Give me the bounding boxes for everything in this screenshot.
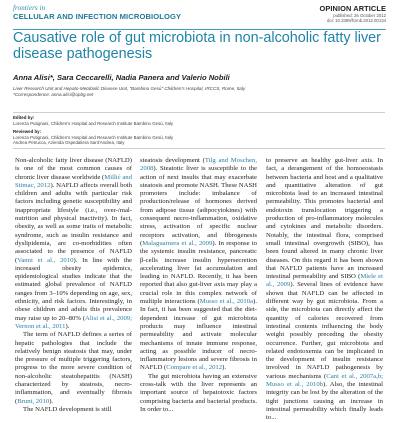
edited-by-label: Edited by: (13, 115, 35, 120)
journal-name-line1: frontiers in (13, 4, 46, 12)
article-type-label: OPINION ARTICLE (319, 4, 386, 13)
body-column-1 (15, 157, 132, 413)
publication-info (327, 13, 386, 24)
editor-divider-top (13, 112, 385, 113)
published-date: published: 26 October 2012 (333, 13, 386, 18)
paragraph (15, 331, 132, 406)
citation-link[interactable]: Malaguarnera et al., 2009 (142, 239, 213, 247)
body-column-3 (266, 157, 384, 422)
citation-link[interactable]: Brunt, 2010 (17, 397, 50, 405)
article-title: Causative role of gut microbiota in non-alcoholic fatty liver disease pathogenesis (13, 30, 381, 62)
reviewer-2: Andrea Petrucca, Azienda Ospedaliera Sant'Andrea, Italy (13, 140, 125, 145)
text-run: ). In fact, it has been suggested that the diet-dependent increase of gut microbiota products may influence intestinal permeability and activate molecular mechanisms of innate immune response, acting as possible inducer of necro-inflammatory lesions and severe fibrosis in NAFLD ( (140, 298, 257, 372)
text-run: The gut microbiota having an extensive cross-talk with the liver represents an important source of hepatotoxic factors comprising bacteria and bacterial products. In order to... (140, 372, 257, 413)
paragraph (15, 406, 132, 414)
editor-name: Lorenza Putignani, Children's Hospital and Research Institute Bambino Gesù, Italy (13, 120, 174, 126)
text-run: The NAFLD development is still (23, 405, 112, 413)
journal-name-line2: CELLULAR AND INFECTION MICROBIOLOGY (13, 12, 182, 21)
paragraph (15, 157, 132, 331)
text-run: The term of NAFLD defines a series of hepatic pathologies that include the relatively benign steatosis that may, under the pressure of multiple triggering factors, progress to the more severe condition of non-alcoholic steatohepatitis (NASH) characterized by steatosis, necro-inflammation, and eventually fibrosis ( (15, 331, 132, 405)
text-run: ). In line with the increased obesity epidemics, epidemiological studies indicate that the estimated global prevalence of NAFLD ranges from 3–10% depending on age, sex, ethnicity, and risk factors. Interestingly, in obese children and adults this prevalence may raise up to 20–80% ( (15, 256, 132, 322)
journal-logo (13, 5, 181, 21)
affiliation: Liver Research Unit and Hepato-Metabolic Disease Unit, "Bambino Gesù" Children's Hospital, IRCCS, Rome, Italy (13, 86, 246, 91)
citation-link[interactable]: Compare et al., 2012 (166, 364, 223, 372)
text-run: to preserve an healthy gut-liver axis. In fact, a derangement of the homoeostasis between bacteria and host and a qualitative and quantitative alteration of gut microbiota lead to an increased intestinal permeability. This promotes bacterial and endotoxin translocation triggering a production of pro-inflammatory molecules and cytokines and metabolic disorders. Notably, the intestinal flora, comprised small intestinal overgrowth (SIBO), has been found altered in many chronic liver diseases. On this regard it has been shown that NAFLD patients have an increased intestinal permeability and SIBO ( (266, 157, 383, 281)
editor-divider-bottom (13, 148, 385, 149)
text-run: ). Steatotic liver is susceptible to the action of next insults that may exacerbate steatosis and promote NASH. These NASH promoters include: imbalance of production/release of hormones derived from adipose tissue (adipocytokines) with consequent necro-inflammation, oxidative stress, activation of specific nuclear receptors activation, and fibrogenesis ( (140, 165, 257, 247)
body-column-2 (140, 157, 257, 413)
edited-by-block (13, 115, 273, 126)
text-run: ). Several lines of evidence have shown that NAFLD can be affected in different way by gut microbiota. From a side, the microbiota can directly affect the quantity of calories recovered from intestinal contents influencing the body weight possibly preceding the obesity occurrence. Further, gut microbiota and related endotoxemia can be implicated in the development of insulin resistance involved in NAFLD pathogenesis by various mechanisms ( (266, 281, 384, 380)
text-run: ). (222, 364, 227, 372)
author-list: Anna Alisi*, Sara Ceccarelli, Nadia Panera and Valerio Nobili (13, 73, 230, 82)
correspondence: *Correspondence: anna.alisi@opbg.net (13, 91, 94, 97)
reviewer-1: Lorenza Putignani, Children's Hospital and Research Institute Bambino Gesù, Italy (13, 134, 174, 140)
citation-link[interactable]: Musso et al., 2010a (199, 298, 254, 306)
text-run: Non-alcoholic fatty liver disease (NAFLD) is one of the most common causes of chronic liver disease worldwide ( (15, 157, 132, 181)
citation-link[interactable]: Vanni et al., 2010 (17, 256, 74, 264)
citation-link[interactable]: Cani et al., 2007a,b; Musso et al., 2010b (266, 372, 383, 389)
text-run: ). Also, the intestinal integrity can be lost by the alteration of the tight junctions causing an increase in intestinal permeability which finally leads to... (266, 381, 383, 422)
reviewed-by-block (13, 129, 273, 146)
text-run: steatosis development ( (140, 157, 205, 164)
paragraph (140, 157, 257, 373)
citation-link[interactable]: Miele et al., 2009 (266, 273, 383, 289)
doi-link[interactable]: doi: 10.3389/fcimb.2012.00134 (326, 18, 386, 24)
paragraph (266, 157, 383, 423)
text-run: ). In response to the systemic insulin resistance, pancreatic β-cells increase insulin hypersecretion accelerating liver fat accumulation and leading to NAFLD. Recently, it has been reported that also gut-liver axis may play a crucial role in this complex network of multiple interactions ( (140, 239, 257, 306)
text-run: ). (49, 397, 54, 405)
citation-link[interactable]: Millić and Stimac, 2012 (15, 173, 132, 189)
citation-link[interactable]: Tilg and Moschen, 2008 (140, 157, 257, 173)
affiliation-block (13, 86, 263, 98)
citation-link[interactable]: Alisi et al., 2009; Vernon et al., 2011 (15, 314, 132, 330)
text-run: ). (65, 322, 70, 330)
text-run: ). NAFLD affects overall both children and adults with particular risk factors including genetic susceptibility and inappropriate lifestyle (i.e., over-/mal-nutrition and physical inactivity). In fact, obesity, as well as some traits of metabolic syndrome, such as insulin resistance and dyslipidemia, are co-morbidities often associated to the presence of NAFLD ( (15, 181, 132, 264)
paragraph (140, 373, 257, 414)
reviewed-by-label: Reviewed by: (13, 129, 42, 134)
